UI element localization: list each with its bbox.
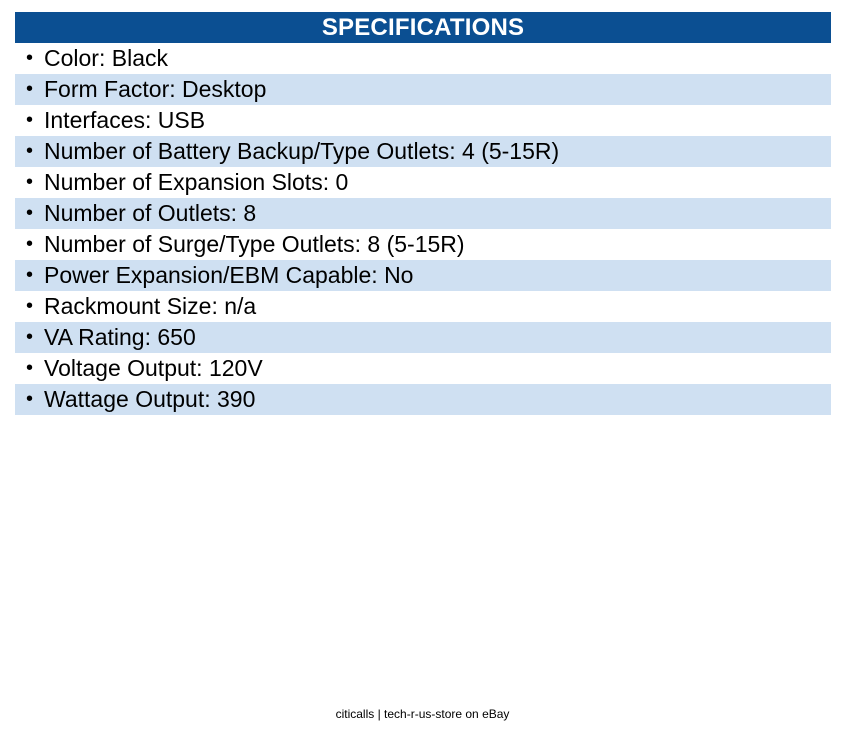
spec-item-text: VA Rating: 650: [44, 324, 196, 350]
specifications-list: [15, 43, 831, 415]
bullet-icon: •: [25, 233, 33, 255]
bullet-icon: •: [25, 109, 33, 131]
bullet-icon: •: [25, 388, 33, 410]
spec-row: [15, 136, 831, 167]
spec-item-text: Number of Outlets: 8: [44, 200, 257, 226]
spec-item-text: Interfaces: USB: [44, 107, 206, 133]
spec-item-text: Power Expansion/EBM Capable: No: [44, 262, 414, 288]
spec-item-text: Wattage Output: 390: [44, 386, 256, 412]
bullet-icon: •: [25, 357, 33, 379]
spec-item-text: Rackmount Size: n/a: [44, 293, 257, 319]
spec-item-text: Number of Battery Backup/Type Outlets: 4 (5-15R): [44, 138, 560, 164]
spec-item-text: Number of Expansion Slots: 0: [44, 169, 349, 195]
bullet-icon: •: [25, 78, 33, 100]
spec-row: [15, 74, 831, 105]
spec-row: [15, 353, 831, 384]
spec-row: [15, 198, 831, 229]
spec-row: [15, 260, 831, 291]
spec-item-text: Number of Surge/Type Outlets: 8 (5-15R): [44, 231, 465, 257]
spec-item-text: Voltage Output: 120V: [44, 355, 263, 381]
spec-row: [15, 105, 831, 136]
spec-row: [15, 43, 831, 74]
specifications-title: SPECIFICATIONS: [15, 12, 831, 43]
bullet-icon: •: [25, 140, 33, 162]
footer-credit: citicalls | tech-r-us-store on eBay: [335, 707, 510, 721]
spec-item-text: Form Factor: Desktop: [44, 76, 267, 102]
bullet-icon: •: [25, 171, 33, 193]
spec-item-text: Color: Black: [44, 45, 168, 71]
spec-row: [15, 167, 831, 198]
bullet-icon: •: [25, 47, 33, 69]
spec-row: [15, 322, 831, 353]
bullet-icon: •: [25, 326, 33, 348]
bullet-icon: •: [25, 202, 33, 224]
spec-row: [15, 291, 831, 322]
spec-row: [15, 384, 831, 415]
bullet-icon: •: [25, 295, 33, 317]
spec-row: [15, 229, 831, 260]
bullet-icon: •: [25, 264, 33, 286]
specifications-panel: [15, 12, 831, 415]
